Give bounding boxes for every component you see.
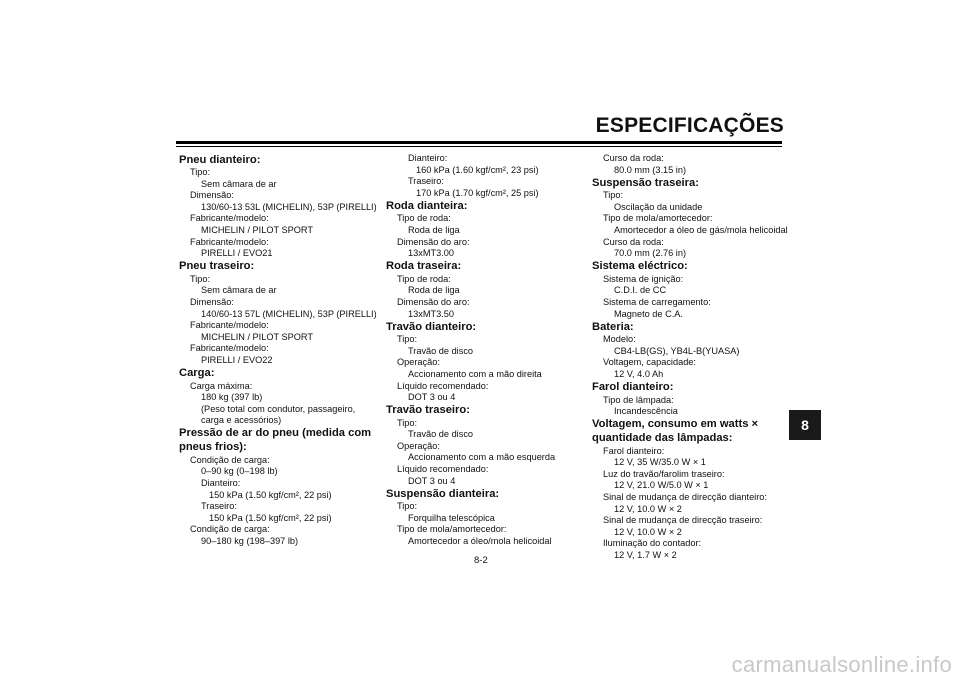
spec-line: Tipo de mola/amortecedor: [603,213,713,224]
spec-line: Tipo: [397,501,418,512]
spec-heading: Voltagem, consumo em watts × [592,418,759,431]
spec-heading: Suspensão traseira: [592,176,699,189]
spec-line: Iluminação do contador: [603,538,702,549]
spec-line: Voltagem, capacidade: [603,357,696,368]
spec-line: Accionamento com a mão esquerda [408,452,556,463]
spec-line: Curso da roda: [603,236,664,247]
spec-line: Dimensão: [190,296,234,307]
spec-heading: Pneu dianteiro: [179,153,261,166]
spec-heading: quantidade das lâmpadas: [592,432,733,445]
spec-line: Sem câmara de ar [201,285,277,296]
spec-line: Sinal de mudança de direcção traseiro: [603,515,763,526]
spec-line: Tipo: [190,273,211,284]
spec-line: Fabricante/modelo: [190,343,269,354]
header-rule-thin [176,146,782,147]
spec-line: 140/60-13 57L (MICHELIN), 53P (PIRELLI) [201,308,377,319]
spec-line: Forquilha telescópica [408,512,495,523]
spec-heading: Roda dianteira: [386,199,468,212]
spec-line: Modelo: [603,334,636,345]
spec-line: Dianteiro: [201,478,241,489]
spec-line: Operação: [397,440,440,451]
spec-column-3 [592,153,792,562]
spec-line: Condição de carga: [190,524,270,535]
spec-line: PIRELLI / EVO21 [201,248,273,259]
spec-line: Tipo: [397,417,418,428]
spec-line: PIRELLI / EVO22 [201,354,273,365]
spec-line: 12 V, 4.0 Ah [614,368,664,379]
spec-line: Roda de liga [408,224,460,235]
spec-line: 150 kPa (1.50 kgf/cm², 22 psi) [209,489,332,500]
spec-column-1 [179,153,379,548]
spec-line: Sem câmara de ar [201,178,277,189]
spec-line: 0–90 kg (0–198 lb) [201,466,278,477]
spec-line: (Peso total com condutor, passageiro, [201,403,356,414]
spec-line: Accionamento com a mão direita [408,368,542,379]
spec-line: Fabricante/modelo: [190,320,269,331]
spec-line: 70.0 mm (2.76 in) [614,248,686,259]
footer-watermark: carmanualsonline.info [731,652,952,677]
chapter-tab[interactable]: 8 [789,410,821,440]
spec-line: 150 kPa (1.50 kgf/cm², 22 psi) [209,512,332,523]
header-rule-thick [176,141,782,144]
spec-line: Curso da roda: [603,153,664,163]
spec-line: Líquido recomendado: [397,464,489,475]
spec-heading: Bateria: [592,320,634,333]
spec-line: 13xMT3.50 [408,308,454,319]
spec-line: Incandescência [614,406,678,417]
spec-line: Fabricante/modelo: [190,213,269,224]
page-title: ESPECIFICAÇÕES [595,114,784,137]
spec-line: Sistema de carregamento: [603,296,711,307]
spec-line: Tipo: [603,190,624,201]
spec-heading: Pressão de ar do pneu (medida com [179,427,372,440]
spec-line: 13xMT3.00 [408,248,454,259]
spec-line: Dianteiro: [408,153,448,163]
spec-line: Travão de disco [408,429,474,440]
spec-line: 12 V, 10.0 W × 2 [614,503,682,514]
spec-line: DOT 3 ou 4 [408,392,456,403]
spec-line: Amortecedor a óleo/mola helicoidal [408,536,552,547]
spec-line: CB4-LB(GS), YB4L-B(YUASA) [614,345,740,356]
spec-line: Dimensão do aro: [397,236,470,247]
spec-line: Dimensão: [190,190,234,201]
spec-line: 12 V, 1.7 W × 2 [614,550,677,561]
spec-line: DOT 3 ou 4 [408,475,456,486]
spec-heading: Travão dianteiro: [386,320,477,333]
spec-line: MICHELIN / PILOT SPORT [201,224,313,235]
spec-line: Luz do travão/farolim traseiro: [603,468,725,479]
spec-line: Dimensão do aro: [397,296,470,307]
spec-line: Tipo de roda: [397,213,451,224]
spec-line: Tipo: [397,334,418,345]
spec-line: C.D.I. de CC [614,285,667,296]
spec-line: 90–180 kg (198–397 lb) [201,536,299,547]
spec-line: Condição de carga: [190,454,270,465]
spec-line: Tipo de mola/amortecedor: [397,524,507,535]
spec-line: Tipo de lâmpada: [603,394,674,405]
spec-heading: pneus frios): [179,441,247,454]
spec-line: 12 V, 35 W/35.0 W × 1 [614,457,706,468]
spec-line: 160 kPa (1.60 kgf/cm², 23 psi) [416,164,539,175]
spec-line: Travão de disco [408,345,474,356]
spec-line: Farol dianteiro: [603,445,665,456]
spec-heading: Roda traseira: [386,260,462,273]
spec-heading: Pneu traseiro: [179,260,255,273]
spec-line: Magneto de C.A. [614,308,683,319]
spec-line: Traseiro: [408,176,444,187]
spec-line: 12 V, 21.0 W/5.0 W × 1 [614,480,709,491]
spec-line: MICHELIN / PILOT SPORT [201,331,313,342]
spec-line: 180 kg (397 lb) [201,392,263,403]
page-number: 8-2 [474,555,488,566]
spec-line: 12 V, 10.0 W × 2 [614,526,682,537]
spec-heading: Suspensão dianteira: [386,487,500,500]
spec-line: Tipo: [190,167,211,177]
spec-line: Traseiro: [201,501,237,512]
spec-line: Carga máxima: [190,380,253,391]
spec-line: Tipo de roda: [397,273,451,284]
spec-line: Operação: [397,357,440,368]
spec-line: Fabricante/modelo: [190,236,269,247]
spec-line: Oscilação da unidade [614,201,703,212]
spec-line: Sinal de mudança de direcção dianteiro: [603,492,767,503]
spec-line: Roda de liga [408,285,460,296]
spec-heading: Travão traseiro: [386,404,470,417]
spec-line: carga e acessórios) [201,415,282,426]
spec-heading: Sistema eléctrico: [592,260,688,273]
spec-heading: Farol dianteiro: [592,381,674,393]
spec-line: 80.0 mm (3.15 in) [614,164,686,175]
spec-line: Líquido recomendado: [397,380,489,391]
spec-line: Sistema de ignição: [603,273,684,284]
spec-heading: Carga: [179,367,215,379]
spec-column-2 [386,153,586,548]
spec-line: Amortecedor a óleo de gás/mola helicoidal [614,224,788,235]
spec-line: 170 kPa (1.70 kgf/cm², 25 psi) [416,187,539,198]
spec-line: 130/60-13 53L (MICHELIN), 53P (PIRELLI) [201,201,377,212]
